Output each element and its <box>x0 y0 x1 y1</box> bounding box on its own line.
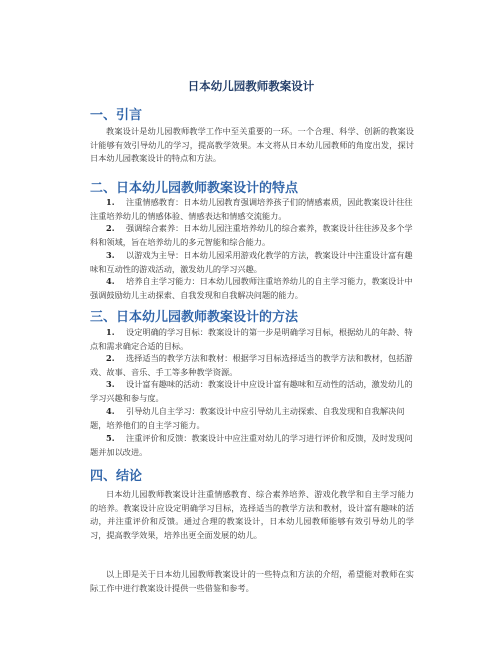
item-number: 4. <box>106 276 115 286</box>
item-text: 引导幼儿自主学习：教案设计中应引导幼儿主动探索、自我发现和自我解决问题，培养他们的自主学习能力。 <box>90 406 405 430</box>
item-text: 以游戏为主导：日本幼儿园采用游戏化教学的方法，教案设计中注重设计富有趣味和互动性的游戏活动，激发幼儿的学习兴趣。 <box>90 250 413 274</box>
item-number: 4. <box>106 406 115 416</box>
item-number: 1. <box>106 197 115 207</box>
item-text: 注重评价和反馈：教案设计中应注重对幼儿的学习进行评价和反馈，及时发现问题并加以改进。 <box>90 433 413 457</box>
intro-paragraph: 教案设计是幼儿园教师教学工作中至关重要的一环。一个合理、科学、创新的教案设计能够有效引导幼儿的学习，提高教学效果。本文将从日本幼儿园教师的角度出发，探讨日本幼儿园教案设计的特点和方法。 <box>90 126 414 164</box>
feature-item <box>90 249 414 276</box>
item-number: 1. <box>106 327 115 337</box>
item-number: 2. <box>106 353 115 363</box>
item-number: 5. <box>106 433 115 443</box>
section-heading-methods: 三、日本幼儿园教师教案设计的方法 <box>90 310 299 325</box>
feature-item <box>90 275 414 302</box>
method-item <box>90 352 414 379</box>
method-item <box>90 432 414 459</box>
method-item <box>90 326 414 353</box>
item-text: 选择适当的教学方法和教材：根据学习目标选择适当的教学方法和教材，包括游戏、故事、音乐、手工等多种教学资源。 <box>90 353 413 377</box>
feature-item <box>90 196 414 223</box>
section-heading-introduction: 一、引言 <box>90 108 143 123</box>
item-number: 3. <box>106 379 115 389</box>
item-number: 2. <box>106 223 115 233</box>
feature-item <box>90 222 414 249</box>
item-text: 注重情感教育：日本幼儿园教育强调培养孩子们的情感素质，因此教案设计往往注重培养幼儿的情感体验、情感表达和情感交流能力。 <box>90 197 413 221</box>
item-text: 设计富有趣味的活动：教案设计中应设计富有趣味和互动性的活动，激发幼儿的学习兴趣和参与度。 <box>90 379 413 403</box>
item-text: 设定明确的学习目标：教案设计的第一步是明确学习目标，根据幼儿的年龄、特点和需求确定合适的目标。 <box>90 327 413 351</box>
section-heading-features: 二、日本幼儿园教师教案设计的特点 <box>90 181 299 196</box>
closing-paragraph: 以上即是关于日本幼儿园教师教案设计的一些特点和方法的介绍，希望能对教师在实际工作中进行教案设计提供一些借鉴和参考。 <box>90 569 414 593</box>
conclusion-paragraph: 日本幼儿园教师教案设计注重情感教育、综合素养培养、游戏化教学和自主学习能力的培养。教案设计应设定明确学习目标，选择适当的教学方法和教材，设计富有趣味的活动，并注重评价和反馈。通过合理的教案设计，日本幼儿园教师能够有效引导幼儿的学习，提高教学效果，培养出更全面发展的幼儿。 <box>90 489 414 540</box>
document-title: 日本幼儿园教师教案设计 <box>187 79 315 93</box>
item-text: 培养自主学习能力：日本幼儿园教师注重培养幼儿的自主学习能力，教案设计中强调鼓励幼儿主动探索、自我发现和自我解决问题的能力。 <box>90 276 413 300</box>
item-number: 3. <box>106 250 115 260</box>
method-item <box>90 405 414 432</box>
section-heading-conclusion: 四、结论 <box>90 469 143 484</box>
item-text: 强调综合素养：日本幼儿园注重培养幼儿的综合素养，教案设计往往涉及多个学科和领域，旨在培养幼儿的多元智能和综合能力。 <box>90 223 413 247</box>
method-item <box>90 378 414 405</box>
